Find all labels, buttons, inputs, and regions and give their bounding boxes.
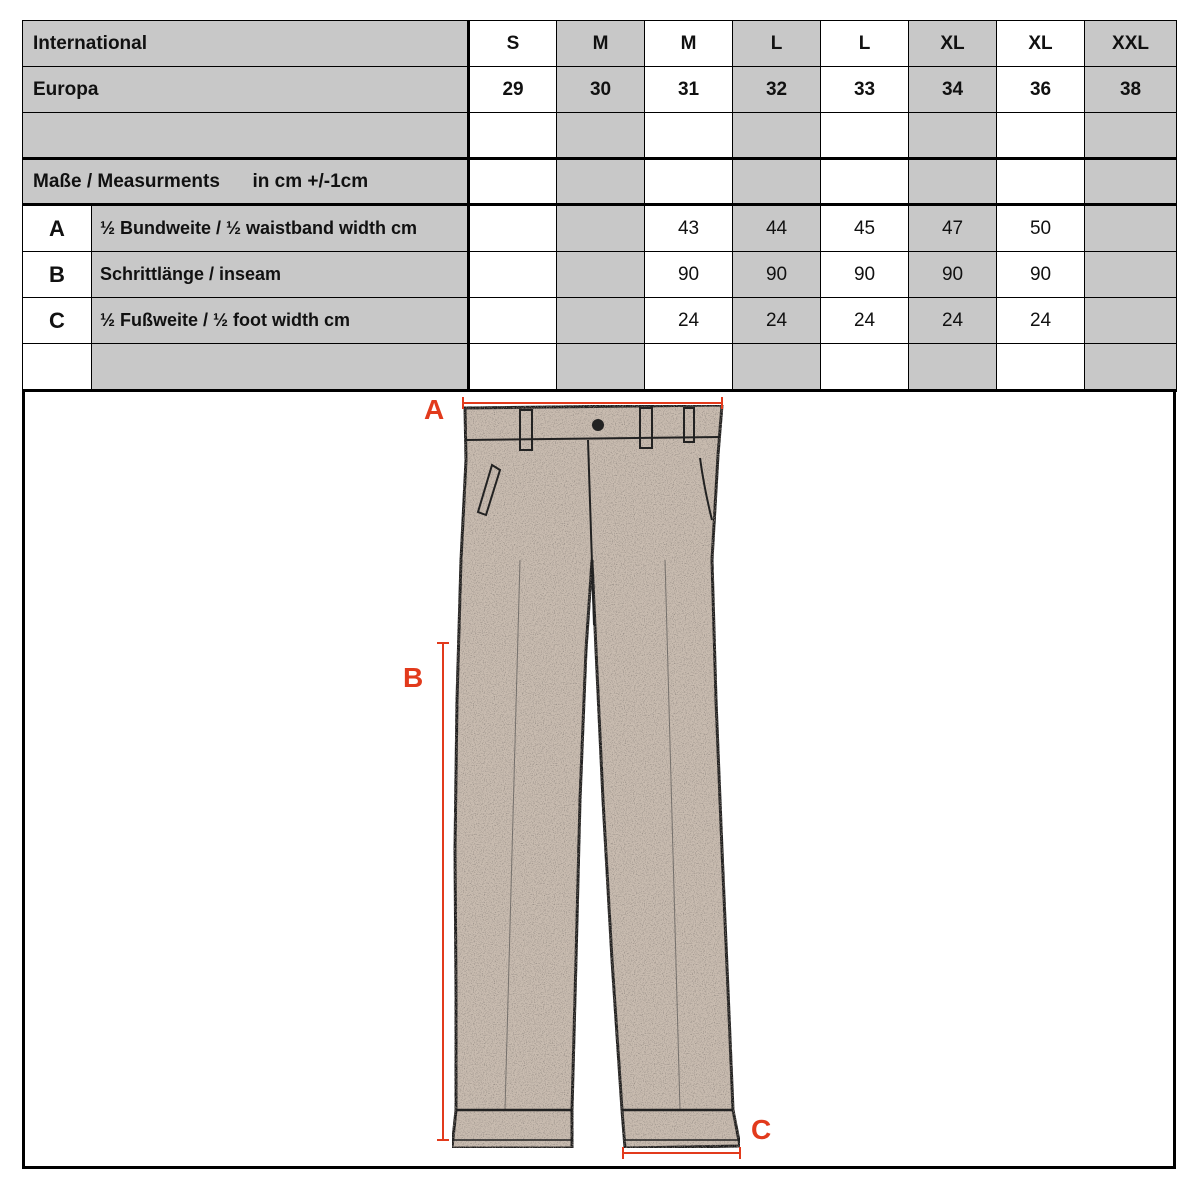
heading-cell bbox=[469, 159, 557, 205]
europa-row bbox=[23, 67, 1177, 113]
measurement-value: 50 bbox=[997, 205, 1085, 252]
empty-cell bbox=[1085, 344, 1177, 391]
heading-cell bbox=[997, 159, 1085, 205]
eu-size-cell: 30 bbox=[557, 67, 645, 113]
eu-size-cell: 34 bbox=[909, 67, 997, 113]
measurement-value: 90 bbox=[733, 252, 821, 298]
eu-size-cell: 33 bbox=[821, 67, 909, 113]
size-cell: M bbox=[645, 21, 733, 67]
empty-cell bbox=[821, 344, 909, 391]
eu-size-cell: 31 bbox=[645, 67, 733, 113]
international-row bbox=[23, 21, 1177, 67]
measurement-value bbox=[557, 252, 645, 298]
measurements-title: Maße / Measurments bbox=[33, 170, 220, 192]
measurement-value: 24 bbox=[645, 298, 733, 344]
measurement-value bbox=[469, 298, 557, 344]
measurement-letter: B bbox=[23, 252, 92, 298]
eu-size-cell: 36 bbox=[997, 67, 1085, 113]
size-cell: L bbox=[821, 21, 909, 67]
empty-cell bbox=[997, 344, 1085, 391]
measurement-value bbox=[1085, 205, 1177, 252]
heading-cell bbox=[557, 159, 645, 205]
size-cell: XL bbox=[997, 21, 1085, 67]
measurement-row-b bbox=[23, 252, 1177, 298]
measurement-value: 45 bbox=[821, 205, 909, 252]
measurement-value bbox=[557, 205, 645, 252]
size-cell: S bbox=[469, 21, 557, 67]
measurement-value bbox=[1085, 298, 1177, 344]
measurement-name: ½ Fußweite / ½ foot width cm bbox=[92, 298, 469, 344]
measurement-value: 90 bbox=[909, 252, 997, 298]
international-label: International bbox=[23, 21, 469, 67]
heading-cell bbox=[1085, 159, 1177, 205]
spacer-cell bbox=[557, 113, 645, 159]
empty-cell bbox=[909, 344, 997, 391]
measurement-value bbox=[557, 298, 645, 344]
measurements-heading-row bbox=[23, 159, 1177, 205]
heading-cell bbox=[733, 159, 821, 205]
eu-size-cell: 29 bbox=[469, 67, 557, 113]
size-cell: XL bbox=[909, 21, 997, 67]
measurement-letter: C bbox=[23, 298, 92, 344]
empty-cell bbox=[733, 344, 821, 391]
spacer-cell bbox=[645, 113, 733, 159]
empty-letter bbox=[23, 344, 92, 391]
measurement-value bbox=[469, 252, 557, 298]
spacer-cell bbox=[469, 113, 557, 159]
measurement-value: 90 bbox=[997, 252, 1085, 298]
measure-label-c: C bbox=[751, 1114, 772, 1145]
measure-label-b: B bbox=[403, 662, 424, 693]
size-cell: M bbox=[557, 21, 645, 67]
measurement-value: 44 bbox=[733, 205, 821, 252]
measurements-unit: in cm +/-1cm bbox=[252, 170, 369, 192]
empty-row bbox=[23, 344, 1177, 391]
eu-size-cell: 38 bbox=[1085, 67, 1177, 113]
measurement-value: 43 bbox=[645, 205, 733, 252]
measurement-value bbox=[469, 205, 557, 252]
heading-cell bbox=[821, 159, 909, 205]
empty-cell bbox=[469, 344, 557, 391]
measurement-name: Schrittlänge / inseam bbox=[92, 252, 469, 298]
spacer-cell bbox=[733, 113, 821, 159]
measurement-row-c bbox=[23, 298, 1177, 344]
spacer-cell bbox=[821, 113, 909, 159]
empty-cell bbox=[557, 344, 645, 391]
measurement-row-a bbox=[23, 205, 1177, 252]
size-cell: L bbox=[733, 21, 821, 67]
spacer-cell bbox=[909, 113, 997, 159]
measurement-value: 47 bbox=[909, 205, 997, 252]
heading-cell bbox=[909, 159, 997, 205]
measurement-value: 24 bbox=[821, 298, 909, 344]
heading-cell bbox=[645, 159, 733, 205]
europa-label: Europa bbox=[23, 67, 469, 113]
empty-name bbox=[92, 344, 469, 391]
empty-cell bbox=[645, 344, 733, 391]
spacer-row bbox=[23, 113, 1177, 159]
size-cell: XXL bbox=[1085, 21, 1177, 67]
measurement-name: ½ Bundweite / ½ waistband width cm bbox=[92, 205, 469, 252]
measurement-letter: A bbox=[23, 205, 92, 252]
eu-size-cell: 32 bbox=[733, 67, 821, 113]
measurements-heading bbox=[23, 159, 469, 205]
spacer-label bbox=[23, 113, 469, 159]
measurement-value: 90 bbox=[645, 252, 733, 298]
measurement-value: 24 bbox=[733, 298, 821, 344]
measurement-value: 90 bbox=[821, 252, 909, 298]
measure-label-a: A bbox=[424, 394, 445, 425]
measurement-value: 24 bbox=[909, 298, 997, 344]
spacer-cell bbox=[997, 113, 1085, 159]
measurement-value bbox=[1085, 252, 1177, 298]
spacer-cell bbox=[1085, 113, 1177, 159]
size-table bbox=[22, 20, 1177, 392]
measurement-value: 24 bbox=[997, 298, 1085, 344]
